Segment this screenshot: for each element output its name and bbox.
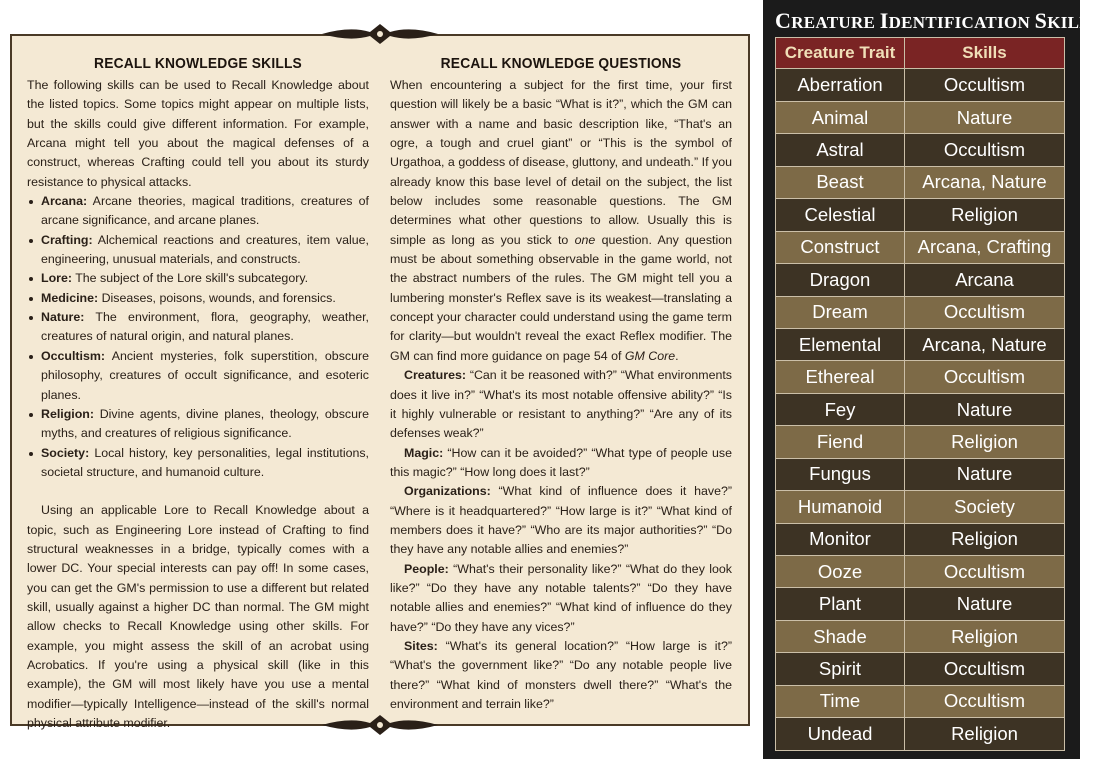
table-row — [775, 167, 1065, 199]
table-row — [775, 199, 1065, 231]
creature-trait-cell: Humanoid — [775, 491, 904, 522]
table-body — [775, 69, 1065, 750]
skills-cell: Religion — [904, 621, 1065, 652]
creature-trait-cell: Dream — [775, 297, 904, 328]
creature-trait-cell: Time — [775, 686, 904, 717]
question-organizations: Organizations: “What kind of influence does it have?” “Where is it headquartered?” “How large is it?” “What kind of members does it have?” “Who are its major authorities?” “Do they have any notable allies and enemies?” — [390, 484, 732, 557]
table-row — [775, 459, 1065, 491]
table-row — [775, 329, 1065, 361]
column-header-creature-trait: Creature Trait — [775, 38, 904, 68]
creature-trait-cell: Fey — [775, 394, 904, 425]
creature-trait-cell: Celestial — [775, 199, 904, 230]
table-title: CREATURE IDENTIFICATION SKILLS — [775, 8, 1101, 33]
skill-item-medicine: Medicine: Diseases, poisons, wounds, and forensics. — [27, 289, 369, 308]
creature-trait-cell: Animal — [775, 102, 904, 133]
column-header-skills: Skills — [904, 38, 1065, 68]
creature-trait-cell: Dragon — [775, 264, 904, 295]
creature-trait-cell: Monitor — [775, 524, 904, 555]
creature-trait-cell: Ooze — [775, 556, 904, 587]
skill-item-crafting: Crafting: Alchemical reactions and creatures, item value, engineering, unusual materials, and constructs. — [27, 231, 369, 270]
skills-cell: Arcana — [904, 264, 1065, 295]
creature-trait-cell: Fiend — [775, 426, 904, 457]
question-sites: Sites: “What's its general location?” “How large is it?” “What's the government like?” “Do any notable people live there?” “What kind of monsters dwell there?” “What's the environment and terrain like?” — [390, 638, 732, 711]
skill-item-nature: Nature: The environment, flora, geography, weather, creatures of natural origin, and natural planes. — [27, 308, 369, 347]
creature-trait-cell: Ethereal — [775, 361, 904, 392]
question-people: People: “What's their personality like?” “What do they look like?” “Do they have any notable talents?” “Do they have notable allies and enemies?” “What kind of influence do they have?” “Do they have any vices?” — [390, 561, 732, 634]
skills-heading: RECALL KNOWLEDGE SKILLS — [94, 55, 302, 72]
skills-cell: Religion — [904, 524, 1065, 555]
table-row — [775, 361, 1065, 393]
skills-cell: Occultism — [904, 653, 1065, 684]
skill-item-occultism: Occultism: Ancient mysteries, folk superstition, obscure philosophy, creatures of occult significance, and esoteric planes. — [27, 347, 369, 405]
table-row — [775, 426, 1065, 458]
skills-cell: Arcana, Nature — [904, 167, 1065, 198]
questions-column — [390, 54, 732, 714]
skill-item-religion: Religion: Divine agents, divine planes, theology, obscure myths, and creatures of religious significance. — [27, 405, 369, 444]
table-row — [775, 69, 1065, 101]
creature-trait-cell: Beast — [775, 167, 904, 198]
skills-cell: Occultism — [904, 69, 1065, 100]
table-row — [775, 394, 1065, 426]
creature-trait-cell: Construct — [775, 232, 904, 263]
table-row — [775, 686, 1065, 718]
skills-cell: Arcana, Nature — [904, 329, 1065, 360]
skills-cell: Occultism — [904, 134, 1065, 165]
skills-cell: Arcana, Crafting — [904, 232, 1065, 263]
skills-closing: Using an applicable Lore to Recall Knowledge about a topic, such as Engineering Lore instead of Crafting to find structural weaknesses in a bridge, typically comes with a lower DC. Your special interests can pay off! In some cases, you can get the GM's permission to use a different but related skill, usually against a higher DC than normal. The GM might allow checks to Recall Knowledge using other skills. For example, you might assess the skill of an acrobat using Acrobatics. If you're using a physical skill (like in this example), the GM will most likely have you use a mental modifier—typically Intelligence—instead of the skill's normal physical attribute modifier. — [27, 503, 369, 730]
creature-trait-cell: Plant — [775, 588, 904, 619]
skills-cell: Religion — [904, 426, 1065, 457]
skills-cell: Occultism — [904, 361, 1065, 392]
table-row — [775, 588, 1065, 620]
table-row — [775, 491, 1065, 523]
table-row — [775, 718, 1065, 750]
table-row — [775, 556, 1065, 588]
skills-cell: Society — [904, 491, 1065, 522]
table-row — [775, 232, 1065, 264]
skills-intro: The following skills can be used to Recall Knowledge about the listed topics. Some topics might appear on multiple lists, but the skills could give different information. For example, Arcana might tell you about the magical defenses of a construct, whereas Crafting could tell you about its sturdy resistance to physical attacks. — [27, 78, 369, 189]
skills-cell: Religion — [904, 718, 1065, 749]
creature-trait-cell: Shade — [775, 621, 904, 652]
creature-trait-cell: Elemental — [775, 329, 904, 360]
creature-trait-cell: Astral — [775, 134, 904, 165]
question-magic: Magic: “How can it be avoided?” “What type of people use this magic?” “How long does it last?” — [390, 445, 732, 479]
skills-cell: Occultism — [904, 686, 1065, 717]
table-header-row — [775, 37, 1065, 69]
creature-trait-cell: Undead — [775, 718, 904, 749]
questions-intro: When encountering a subject for the first time, your first question will likely be a basic “What is it?”, which the GM can answer with a name and basic description like, “That's an ogre, a tough and cruel giant” or “This is the symbol of Urgathoa, a goddess of disease, gluttony, and undeath.” If you already know this base level of detail on the subject, the list below includes some reasonable questions. The GM determines what other questions to allow. Usually this is simple as long as you stick to one question. Any question must be about something observable in the game world, not the abstract numbers of the rules. The GM might tell you a lumbering monster's Reflex save is its weakest—translating a concept your character could understand using the game term for clarity—but wouldn't reveal the exact Reflex modifier. The GM can find more guidance on page 54 of GM Core. — [390, 78, 732, 363]
creature-trait-cell: Spirit — [775, 653, 904, 684]
skills-cell: Occultism — [904, 556, 1065, 587]
table-row — [775, 621, 1065, 653]
creature-trait-cell: Aberration — [775, 69, 904, 100]
table-row — [775, 653, 1065, 685]
skills-cell: Nature — [904, 459, 1065, 490]
table-row — [775, 264, 1065, 296]
skills-column — [27, 54, 369, 733]
creature-trait-cell: Fungus — [775, 459, 904, 490]
table-row — [775, 524, 1065, 556]
skills-cell: Occultism — [904, 297, 1065, 328]
top-ornament-icon — [320, 22, 440, 46]
skills-cell: Nature — [904, 394, 1065, 425]
skills-list — [27, 192, 369, 482]
creature-skills-table — [775, 37, 1065, 751]
skills-cell: Nature — [904, 102, 1065, 133]
questions-heading: RECALL KNOWLEDGE QUESTIONS — [440, 55, 682, 72]
skill-item-lore: Lore: The subject of the Lore skill's subcategory. — [27, 269, 369, 288]
table-row — [775, 102, 1065, 134]
skill-item-arcana: Arcana: Arcane theories, magical traditions, creatures of arcane significance, and arcane planes. — [27, 192, 369, 231]
table-row — [775, 297, 1065, 329]
skills-cell: Nature — [904, 588, 1065, 619]
skills-cell: Religion — [904, 199, 1065, 230]
question-creatures: Creatures: “Can it be reasoned with?” “What environments does it live in?” “What's its most notable offensive ability?” “Is it highly vulnerable or resistant to anything?” “Are any of its defenses weak?” — [390, 368, 732, 441]
skill-item-society: Society: Local history, key personalities, legal institutions, societal structure, and humanoid culture. — [27, 444, 369, 483]
table-row — [775, 134, 1065, 166]
